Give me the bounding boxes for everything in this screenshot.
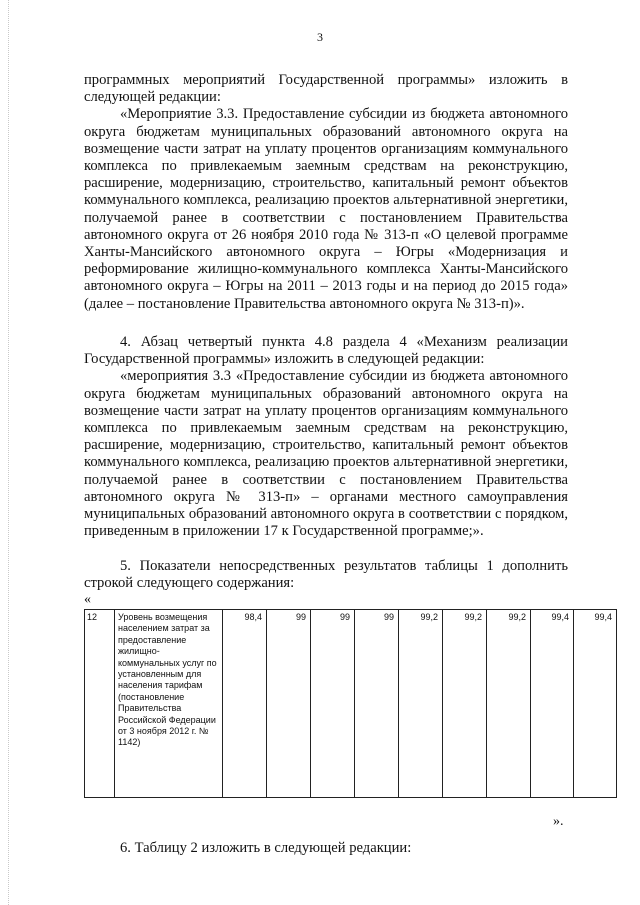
body-text-block-1 bbox=[84, 72, 568, 313]
paragraph-continuation: программных мероприятий Государственной программы» изложить в следующей редакции: bbox=[84, 72, 568, 106]
table-cell-value: 99,2 bbox=[399, 610, 443, 798]
page-edge bbox=[8, 0, 9, 905]
table-cell-value: 99,4 bbox=[531, 610, 574, 798]
table-cell-value: 99 bbox=[267, 610, 311, 798]
table-cell-value: 99,2 bbox=[443, 610, 487, 798]
body-text-block-3 bbox=[84, 558, 568, 592]
indicator-table bbox=[84, 609, 617, 798]
table-close-quote: ». bbox=[553, 814, 564, 829]
table-cell-value: 99 bbox=[355, 610, 399, 798]
table-cell-value: 99,2 bbox=[487, 610, 531, 798]
table-cell-value: 99,4 bbox=[574, 610, 617, 798]
paragraph-measure-quote-2: «мероприятия 3.3 «Предоставление субсидии из бюджета автономного округа бюджетам муниципальных образований автономного округа на возмещение части затрат на уплату процентов организациям коммунального комплекса по привлекаемым заемным средствам на реконструкцию, расширение, модернизацию, строительство, капитальный ремонт объектов коммунального комплекса, реализацию проектов альтернативной энергетики, получаемой ранее в соответствии с постановлением Правительства автономного округа № 313-п» – органами местного самоуправления муниципальных образований автономного округа в соответствии с порядком, приведенным в приложении 17 к Государственной программе;». bbox=[84, 368, 568, 540]
table-cell-row-number: 12 bbox=[85, 610, 115, 798]
table-row bbox=[85, 610, 617, 798]
body-text-block-2 bbox=[84, 334, 568, 540]
paragraph-measure-quote: «Мероприятие 3.3. Предоставление субсидии из бюджета автономного округа бюджетам муниципальных образований автономного округа на возмещение части затрат на уплату процентов организациям коммунального комплекса по привлекаемым заемным средствам на реконструкцию, расширение, модернизацию, строительство, капитальный ремонт объектов коммунального комплекса, реализацию проектов альтернативной энергетики, получаемой ранее в соответствии с постановлением Правительства автономного округа от 26 ноября 2010 года № 313-п «О целевой программе Ханты-Мансийского автономного округа – Югры «Модернизация и реформирование жилищно-коммунального комплекса Ханты-Мансийского автономного округа – Югры на 2011 – 2013 годы и на период до 2015 года» (далее – постановление Правительства автономного округа № 313-п)». bbox=[84, 106, 568, 312]
paragraph-item-5: 5. Показатели непосредственных результатов таблицы 1 дополнить строкой следующего содержания: bbox=[84, 558, 568, 592]
table-cell-value: 98,4 bbox=[223, 610, 267, 798]
table-cell-indicator: Уровень возмещения населением затрат за предоставление жилищно-коммунальных услуг по установленным для населения тарифам (постановление Правительства Российской Федерации от 3 ноября 2012 г. № 1142) bbox=[115, 610, 223, 798]
page-number: 3 bbox=[317, 30, 323, 44]
table-cell-value: 99 bbox=[311, 610, 355, 798]
table-open-quote: « bbox=[84, 592, 91, 607]
paragraph-item-4: 4. Абзац четвертый пункта 4.8 раздела 4 «Механизм реализации Государственной программы» изложить в следующей редакции: bbox=[84, 334, 568, 368]
paragraph-item-6: 6. Таблицу 2 изложить в следующей редакции: bbox=[120, 840, 412, 856]
